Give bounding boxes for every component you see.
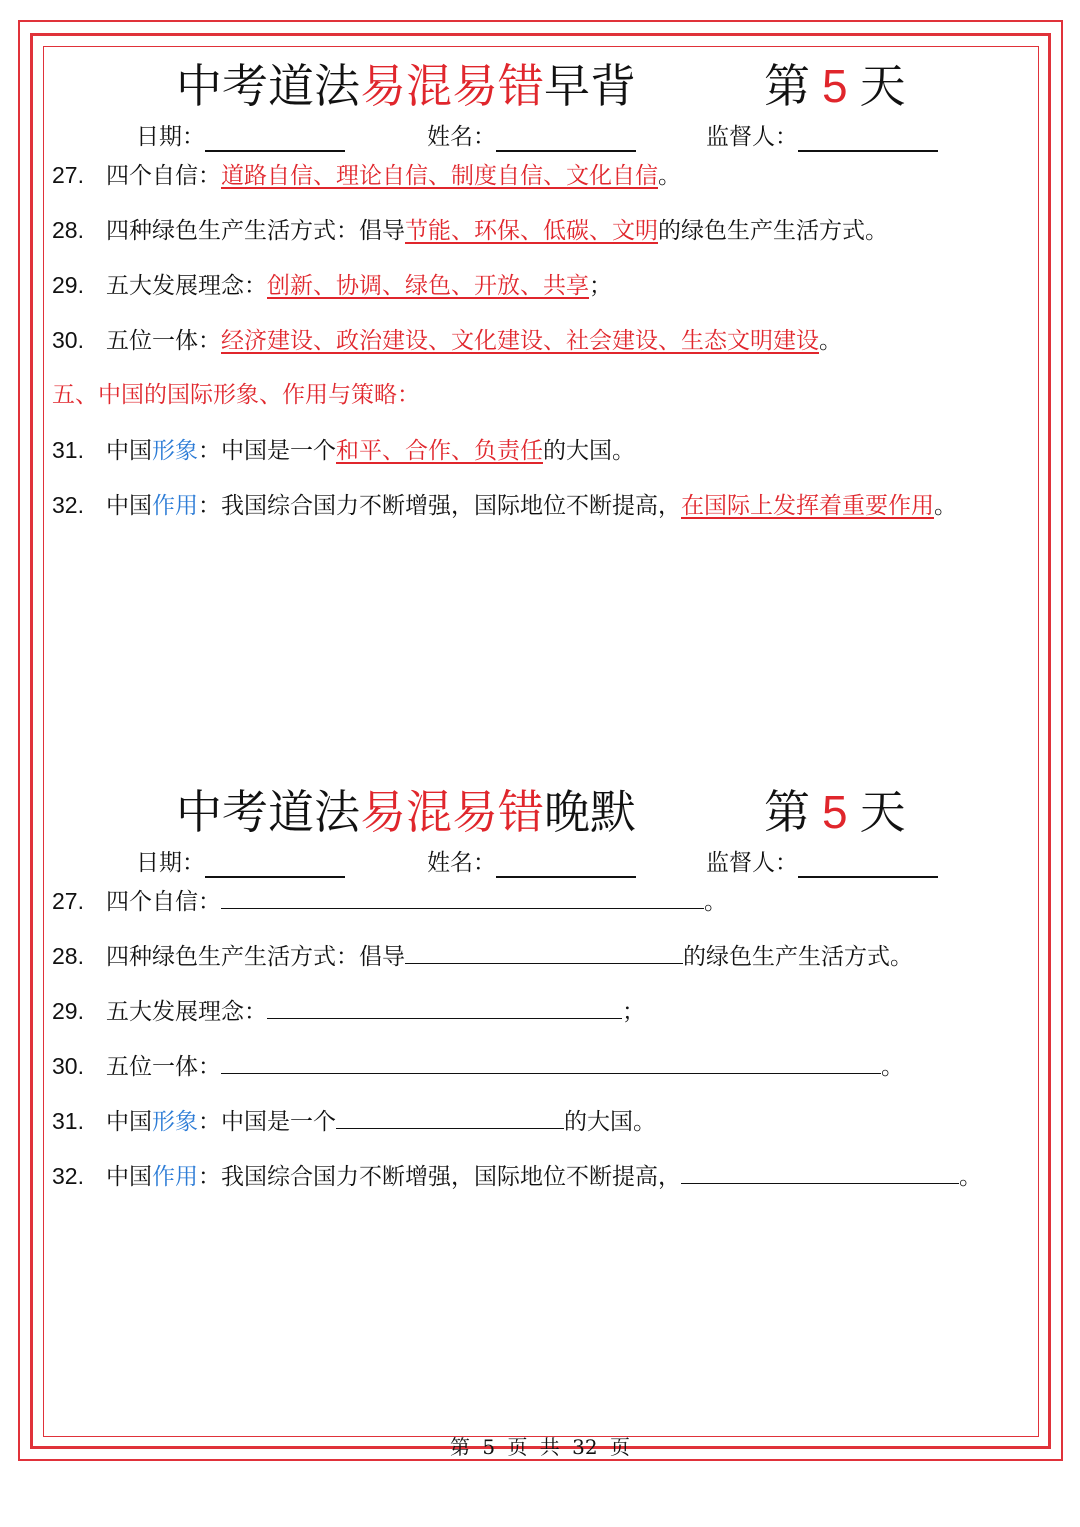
date-label: 日期： (136, 124, 205, 150)
morning-item-30 (52, 323, 842, 358)
item-answer: 在国际上发挥着重要作用 (681, 493, 934, 519)
item-text: ：我国综合国力不断增强，国际地位不断提高， (198, 1164, 681, 1190)
date-label: 日期： (136, 850, 205, 876)
page-border-inner (43, 46, 1039, 1437)
item-number: 31. (52, 1108, 84, 1134)
item-text: 四个自信： (106, 163, 221, 189)
morning-item-27 (52, 158, 681, 193)
item-number: 31. (52, 437, 84, 463)
date-blank[interactable] (205, 124, 345, 152)
title-highlight: 易混易错 (360, 785, 544, 839)
item-text: 中国 (106, 493, 152, 519)
item-tail: 。 (704, 889, 727, 915)
item-tail: 的绿色生产生活方式。 (658, 218, 888, 244)
section-heading: 五、中国的国际形象、作用与策略： (52, 382, 420, 408)
day-number: 5 (822, 60, 848, 112)
morning-item-31 (52, 433, 635, 468)
name-blank[interactable] (496, 124, 636, 152)
item-number: 30. (52, 327, 84, 353)
item-text: 五大发展理念： (106, 273, 267, 299)
item-tail: ； (589, 273, 612, 299)
supervisor-blank[interactable] (798, 850, 938, 878)
item-answer: 和平、合作、负责任 (336, 438, 543, 464)
item-tail: 的绿色生产生活方式。 (683, 944, 913, 970)
morning-item-29 (52, 268, 612, 303)
item-number: 27. (52, 162, 84, 188)
evening-day-label (764, 784, 906, 840)
item-text: 四种绿色生产生活方式：倡导 (106, 944, 405, 970)
item-number: 30. (52, 1053, 84, 1079)
morning-title (176, 58, 636, 114)
item-text: 中国 (106, 438, 152, 464)
title-prefix: 中考道法 (176, 59, 360, 113)
item-tail: 。 (658, 163, 681, 189)
title-highlight: 易混易错 (360, 59, 544, 113)
date-blank[interactable] (205, 850, 345, 878)
evening-title (176, 784, 636, 840)
evening-item-29 (52, 994, 645, 1029)
item-number: 29. (52, 272, 84, 298)
day-number: 5 (822, 786, 848, 838)
evening-item-27 (52, 884, 727, 919)
item-text: ：我国综合国力不断增强，国际地位不断提高， (198, 493, 681, 519)
title-suffix: 晚默 (544, 785, 636, 839)
item-tail: ； (622, 999, 645, 1025)
supervisor-field[interactable] (706, 848, 938, 878)
date-field[interactable] (136, 848, 345, 878)
supervisor-blank[interactable] (798, 124, 938, 152)
item-number: 27. (52, 888, 84, 914)
item-text: ：中国是一个 (198, 438, 336, 464)
item-text: 四个自信： (106, 889, 221, 915)
item-text: 五位一体： (106, 1054, 221, 1080)
supervisor-field[interactable] (706, 122, 938, 152)
item-answer: 创新、协调、绿色、开放、共享 (267, 273, 589, 299)
day-suffix: 天 (859, 785, 906, 839)
item-answer: 节能、环保、低碳、文明 (405, 218, 658, 244)
answer-blank[interactable] (221, 1049, 881, 1074)
answer-blank[interactable] (405, 939, 683, 964)
item-tail: 。 (934, 493, 957, 519)
title-prefix: 中考道法 (176, 785, 360, 839)
evening-item-31 (52, 1104, 656, 1139)
name-blank[interactable] (496, 850, 636, 878)
name-label: 姓名： (427, 850, 496, 876)
answer-blank[interactable] (267, 994, 622, 1019)
item-text: 四种绿色生产生活方式：倡导 (106, 218, 405, 244)
day-prefix: 第 (764, 785, 810, 839)
item-number: 28. (52, 943, 84, 969)
date-field[interactable] (136, 122, 345, 152)
day-prefix: 第 (764, 59, 810, 113)
evening-item-30 (52, 1049, 904, 1084)
item-answer: 道路自信、理论自信、制度自信、文化自信 (221, 163, 658, 189)
morning-item-32 (52, 488, 957, 523)
item-keyword: 作用 (152, 493, 198, 519)
title-suffix: 早背 (544, 59, 636, 113)
supervisor-label: 监督人： (706, 850, 798, 876)
page-footer: 第 5 页 共 32 页 (450, 1435, 630, 1459)
item-answer: 经济建设、政治建设、文化建设、社会建设、生态文明建设 (221, 328, 819, 354)
item-tail: 的大国。 (543, 438, 635, 464)
morning-day-label (764, 58, 906, 114)
item-number: 32. (52, 492, 84, 518)
item-number: 32. (52, 1163, 84, 1189)
item-text: ：中国是一个 (198, 1109, 336, 1135)
item-tail: 。 (819, 328, 842, 354)
answer-blank[interactable] (336, 1104, 564, 1129)
item-text: 五位一体： (106, 328, 221, 354)
item-tail: 。 (959, 1164, 982, 1190)
item-text: 中国 (106, 1109, 152, 1135)
name-label: 姓名： (427, 124, 496, 150)
item-tail: 。 (881, 1054, 904, 1080)
answer-blank[interactable] (221, 884, 704, 909)
item-tail: 的大国。 (564, 1109, 656, 1135)
evening-item-28 (52, 939, 913, 974)
item-keyword: 形象 (152, 438, 198, 464)
answer-blank[interactable] (681, 1159, 959, 1184)
item-text: 中国 (106, 1164, 152, 1190)
item-number: 28. (52, 217, 84, 243)
morning-item-28 (52, 213, 888, 248)
supervisor-label: 监督人： (706, 124, 798, 150)
name-field[interactable] (427, 122, 636, 152)
item-number: 29. (52, 998, 84, 1024)
evening-item-32 (52, 1159, 982, 1194)
name-field[interactable] (427, 848, 636, 878)
day-suffix: 天 (859, 59, 906, 113)
item-text: 五大发展理念： (106, 999, 267, 1025)
item-keyword: 作用 (152, 1164, 198, 1190)
item-keyword: 形象 (152, 1109, 198, 1135)
